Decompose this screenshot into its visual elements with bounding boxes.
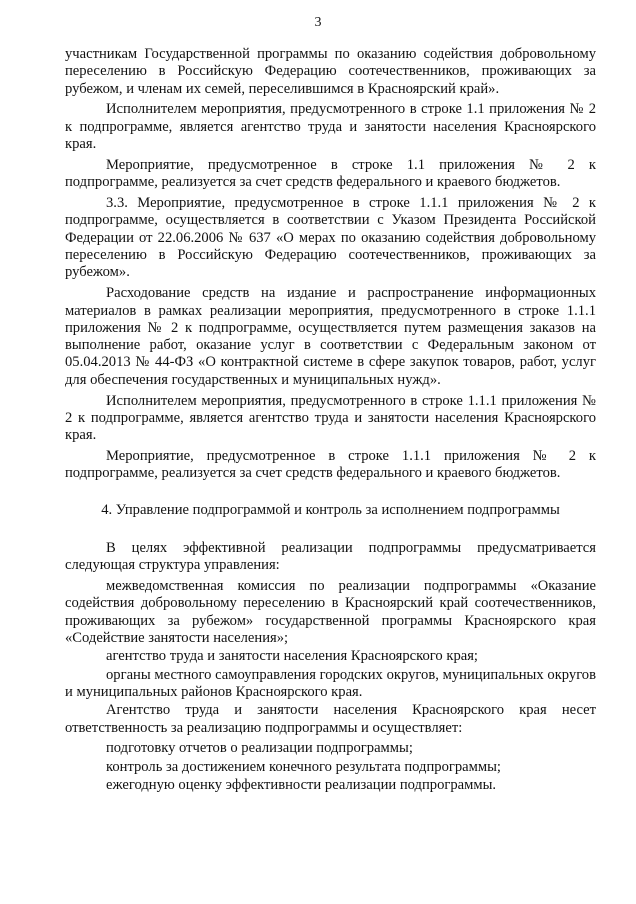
paragraph-continuation: участникам Государственной программы по оказанию содействия добровольному переселению в Российскую Федерацию соотечественников, проживающих за рубежом, и членам их семей, переселившимся в Красноярский край». <box>65 46 596 97</box>
document-body <box>65 46 596 795</box>
paragraph-executor-1-1-1: Исполнителем мероприятия, предусмотренного в строке 1.1.1 приложения № 2 к подпрограмме, является агентство труда и занятости населения Красноярского края. <box>65 392 596 444</box>
list-item: агентство труда и занятости населения Красноярского края; <box>106 648 478 665</box>
section-heading: 4. Управление подпрограммой и контроль за исполнением подпрограммы <box>101 501 560 518</box>
page-number: 3 <box>314 15 322 30</box>
list-item: межведомственная комиссия по реализации подпрограммы «Оказание содействия добровольному переселению в Красноярский край соотечественников, проживающих за рубежом» государственной программы Красноярского края «Содействие занятости населения»; <box>65 578 596 647</box>
list-item: органы местного самоуправления городских округов, муниципальных округов и муниципальных районов Красноярского края. <box>65 666 596 700</box>
paragraph-funding-1-1: Мероприятие, предусмотренное в строке 1.1 приложения № 2 к подпрограмме, реализуется за счет средств федерального и краевого бюджетов. <box>65 156 596 191</box>
list-item: контроль за достижением конечного результата подпрограммы; <box>106 758 501 775</box>
paragraph-expenditure: Расходование средств на издание и распространение информационных материалов в рамках реализации мероприятия, предусмотренного в строке 1.1.1 приложения № 2 к подпрограмме, осуществляется путем размещения заказов на выполнение работ, оказание услуг в соответствии с Федеральным законом от 05.04.2013 № 44-ФЗ «О контрактной системе в сфере закупок товаров, работ, услуг для обеспечения государственных и муниципальных нужд». <box>65 285 596 388</box>
paragraph-funding-1-1-1: Мероприятие, предусмотренное в строке 1.1.1 приложения № 2 к подпрограмме, реализуется за счет средств федерального и краевого бюджетов. <box>65 448 596 482</box>
list-item: подготовку отчетов о реализации подпрограммы; <box>106 740 413 757</box>
paragraph-3-3: 3.3. Мероприятие, предусмотренное в строке 1.1.1 приложения № 2 к подпрограмме, осуществляется в соответствии с Указом Президента Российской Федерации от 22.06.2006 № 637 «О мерах по оказанию содействия добровольному переселению в Российскую Федерацию соотечественников, проживающих за рубежом». <box>65 195 596 281</box>
list-item: ежегодную оценку эффективности реализации подпрограммы. <box>106 777 497 794</box>
paragraph-management-structure: В целях эффективной реализации подпрограммы предусматривается следующая структура управления: <box>65 539 596 574</box>
paragraph-agency-responsibility: Агентство труда и занятости населения Красноярского края несет ответственность за реализацию подпрограммы и осуществляет: <box>65 702 596 736</box>
paragraph-executor-1-1: Исполнителем мероприятия, предусмотренного в строке 1.1 приложения № 2 к подпрограмме, является агентство труда и занятости населения Красноярского края. <box>65 101 596 153</box>
